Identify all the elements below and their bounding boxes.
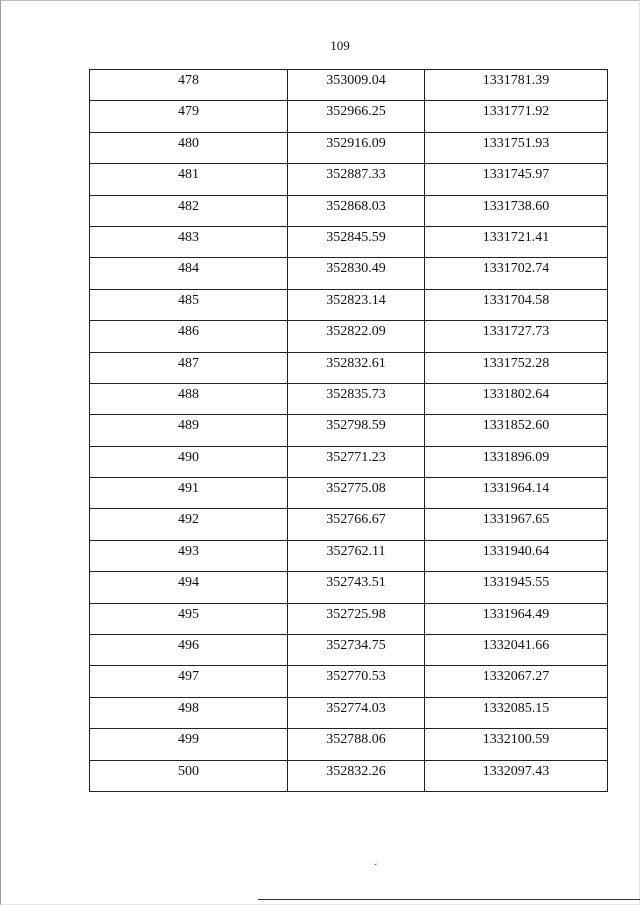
table-row bbox=[90, 603, 608, 634]
point-number-cell: 478 bbox=[90, 70, 288, 101]
bottom-rule bbox=[258, 899, 640, 900]
x-coordinate-cell: 352725.98 bbox=[288, 603, 425, 634]
x-coordinate-cell: 352771.23 bbox=[288, 446, 425, 477]
table-row bbox=[90, 572, 608, 603]
point-number-cell: 498 bbox=[90, 697, 288, 728]
y-coordinate-cell: 1331702.74 bbox=[425, 258, 608, 289]
x-coordinate-cell: 352822.09 bbox=[288, 321, 425, 352]
point-number-cell: 487 bbox=[90, 352, 288, 383]
y-coordinate-cell: 1331745.97 bbox=[425, 164, 608, 195]
table-row bbox=[90, 729, 608, 760]
table-row bbox=[90, 195, 608, 226]
table-row bbox=[90, 446, 608, 477]
x-coordinate-cell: 353009.04 bbox=[288, 70, 425, 101]
table-row bbox=[90, 352, 608, 383]
point-number-cell: 492 bbox=[90, 509, 288, 540]
table-row bbox=[90, 760, 608, 791]
y-coordinate-cell: 1331802.64 bbox=[425, 383, 608, 414]
point-number-cell: 499 bbox=[90, 729, 288, 760]
x-coordinate-cell: 352830.49 bbox=[288, 258, 425, 289]
stray-mark: ˇ bbox=[374, 862, 377, 872]
point-number-cell: 479 bbox=[90, 101, 288, 132]
table-row bbox=[90, 289, 608, 320]
table-row bbox=[90, 478, 608, 509]
x-coordinate-cell: 352966.25 bbox=[288, 101, 425, 132]
y-coordinate-cell: 1331771.92 bbox=[425, 101, 608, 132]
y-coordinate-cell: 1331940.64 bbox=[425, 540, 608, 571]
point-number-cell: 500 bbox=[90, 760, 288, 791]
point-number-cell: 493 bbox=[90, 540, 288, 571]
point-number-cell: 484 bbox=[90, 258, 288, 289]
y-coordinate-cell: 1332100.59 bbox=[425, 729, 608, 760]
table-row bbox=[90, 226, 608, 257]
x-coordinate-cell: 352774.03 bbox=[288, 697, 425, 728]
point-number-cell: 486 bbox=[90, 321, 288, 352]
point-number-cell: 491 bbox=[90, 478, 288, 509]
y-coordinate-cell: 1331721.41 bbox=[425, 226, 608, 257]
table-row bbox=[90, 415, 608, 446]
table-row bbox=[90, 666, 608, 697]
point-number-cell: 480 bbox=[90, 132, 288, 163]
y-coordinate-cell: 1331945.55 bbox=[425, 572, 608, 603]
table-row bbox=[90, 509, 608, 540]
x-coordinate-cell: 352734.75 bbox=[288, 635, 425, 666]
x-coordinate-cell: 352798.59 bbox=[288, 415, 425, 446]
point-number-cell: 496 bbox=[90, 635, 288, 666]
x-coordinate-cell: 352832.61 bbox=[288, 352, 425, 383]
y-coordinate-cell: 1332097.43 bbox=[425, 760, 608, 791]
y-coordinate-cell: 1331751.93 bbox=[425, 132, 608, 163]
y-coordinate-cell: 1331964.49 bbox=[425, 603, 608, 634]
y-coordinate-cell: 1332067.27 bbox=[425, 666, 608, 697]
y-coordinate-cell: 1331781.39 bbox=[425, 70, 608, 101]
table-row bbox=[90, 540, 608, 571]
table-row bbox=[90, 635, 608, 666]
y-coordinate-cell: 1332085.15 bbox=[425, 697, 608, 728]
x-coordinate-cell: 352823.14 bbox=[288, 289, 425, 320]
table-row bbox=[90, 697, 608, 728]
x-coordinate-cell: 352835.73 bbox=[288, 383, 425, 414]
x-coordinate-cell: 352762.11 bbox=[288, 540, 425, 571]
y-coordinate-cell: 1331852.60 bbox=[425, 415, 608, 446]
coordinate-table bbox=[89, 69, 608, 792]
point-number-cell: 481 bbox=[90, 164, 288, 195]
point-number-cell: 494 bbox=[90, 572, 288, 603]
point-number-cell: 495 bbox=[90, 603, 288, 634]
x-coordinate-cell: 352770.53 bbox=[288, 666, 425, 697]
table-row bbox=[90, 321, 608, 352]
y-coordinate-cell: 1331727.73 bbox=[425, 321, 608, 352]
coordinate-table-body bbox=[90, 70, 608, 792]
point-number-cell: 485 bbox=[90, 289, 288, 320]
y-coordinate-cell: 1331964.14 bbox=[425, 478, 608, 509]
table-row bbox=[90, 101, 608, 132]
table-row bbox=[90, 383, 608, 414]
x-coordinate-cell: 352845.59 bbox=[288, 226, 425, 257]
x-coordinate-cell: 352887.33 bbox=[288, 164, 425, 195]
point-number-cell: 489 bbox=[90, 415, 288, 446]
y-coordinate-cell: 1331704.58 bbox=[425, 289, 608, 320]
point-number-cell: 497 bbox=[90, 666, 288, 697]
x-coordinate-cell: 352775.08 bbox=[288, 478, 425, 509]
x-coordinate-cell: 352766.67 bbox=[288, 509, 425, 540]
point-number-cell: 488 bbox=[90, 383, 288, 414]
y-coordinate-cell: 1331752.28 bbox=[425, 352, 608, 383]
table-row bbox=[90, 70, 608, 101]
table-row bbox=[90, 258, 608, 289]
y-coordinate-cell: 1331896.09 bbox=[425, 446, 608, 477]
y-coordinate-cell: 1331738.60 bbox=[425, 195, 608, 226]
x-coordinate-cell: 352743.51 bbox=[288, 572, 425, 603]
table-row bbox=[90, 164, 608, 195]
page-number: 109 bbox=[330, 38, 350, 53]
y-coordinate-cell: 1332041.66 bbox=[425, 635, 608, 666]
y-coordinate-cell: 1331967.65 bbox=[425, 509, 608, 540]
point-number-cell: 490 bbox=[90, 446, 288, 477]
point-number-cell: 483 bbox=[90, 226, 288, 257]
x-coordinate-cell: 352868.03 bbox=[288, 195, 425, 226]
table-row bbox=[90, 132, 608, 163]
x-coordinate-cell: 352788.06 bbox=[288, 729, 425, 760]
x-coordinate-cell: 352832.26 bbox=[288, 760, 425, 791]
x-coordinate-cell: 352916.09 bbox=[288, 132, 425, 163]
point-number-cell: 482 bbox=[90, 195, 288, 226]
